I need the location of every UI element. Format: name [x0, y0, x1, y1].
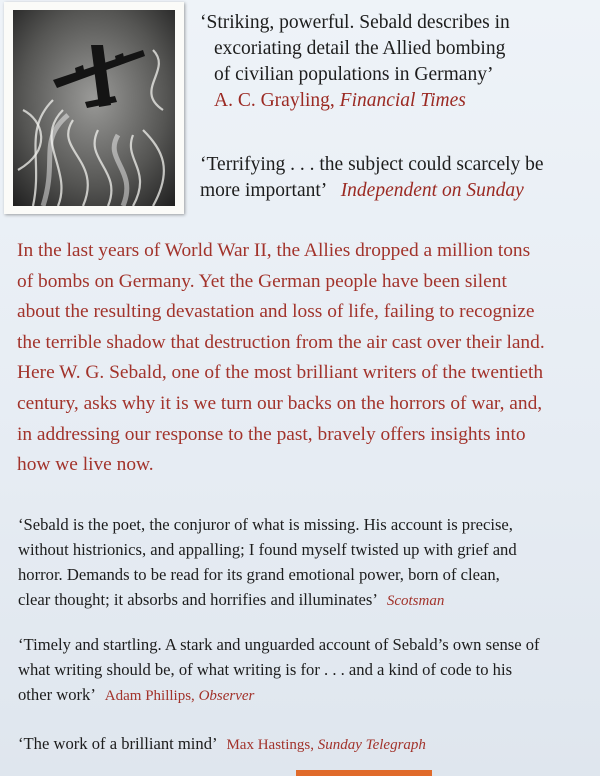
- quote-attribution: [200, 178, 592, 204]
- review-source: Sunday Telegraph: [317, 737, 426, 753]
- top-quote-independent: [200, 152, 592, 204]
- review-source: Scotsman: [386, 593, 445, 609]
- review-scotsman: [18, 512, 592, 614]
- bomber-plane-photo-icon: [13, 10, 175, 206]
- review-attribution: [18, 731, 592, 758]
- quote-line: excoriating detail the Allied bombing: [214, 38, 506, 59]
- review-attribution: [18, 682, 592, 709]
- quote-line: ‘Terrifying . . . the subject could scarcely be: [200, 154, 544, 175]
- review-author: Adam Phillips,: [104, 688, 199, 704]
- review-source: Observer: [198, 688, 255, 704]
- blurb-line: the terrible shadow that destruction from the air cast over their land.: [17, 331, 545, 353]
- review-line: ‘The work of a brilliant mind’: [18, 734, 217, 753]
- review-line: other work’: [18, 685, 95, 704]
- book-blurb: [17, 236, 589, 481]
- quote-attribution: [200, 88, 592, 114]
- cover-photo: [4, 2, 184, 214]
- review-attribution: [18, 587, 592, 614]
- quote-line: more important’: [200, 180, 326, 201]
- orange-strip: [296, 770, 432, 776]
- blurb-line: Here W. G. Sebald, one of the most brilliant writers of the twentieth: [17, 362, 544, 384]
- blurb-line: in addressing our response to the past, bravely offers insights into: [17, 423, 526, 445]
- blurb-line: of bombs on Germany. Yet the German people have been silent: [17, 270, 507, 292]
- review-author: Max Hastings,: [226, 737, 318, 753]
- review-telegraph: [18, 731, 592, 758]
- review-line: ‘Sebald is the poet, the conjuror of what is missing. His account is precise,: [18, 515, 513, 534]
- review-line: clear thought; it absorbs and horrifies and illuminates’: [18, 590, 377, 609]
- blurb-line: about the resulting devastation and loss of life, failing to recognize: [17, 301, 535, 323]
- quote-source: Independent on Sunday: [340, 180, 524, 201]
- quote-line: ‘Striking, powerful. Sebald describes in: [200, 12, 510, 33]
- quote-line: of civilian populations in Germany’: [214, 64, 494, 85]
- review-observer: [18, 632, 592, 709]
- review-line: what writing should be, of what writing is for . . . and a kind of code to his: [18, 660, 513, 679]
- blurb-line: In the last years of World War II, the Allies dropped a million tons: [17, 240, 531, 261]
- review-line: without histrionics, and appalling; I found myself twisted up with grief and: [18, 540, 517, 559]
- quote-source: Financial Times: [339, 90, 466, 111]
- quote-author: A. C. Grayling,: [214, 90, 340, 111]
- review-line: horror. Demands to be read for its grand emotional power, born of clean,: [18, 565, 500, 584]
- blurb-line: century, asks why it is we turn our backs on the horrors of war, and,: [17, 392, 543, 414]
- review-line: ‘Timely and startling. A stark and unguarded account of Sebald’s own sense of: [18, 635, 540, 654]
- blurb-line: how we live now.: [17, 454, 154, 476]
- top-quote-grayling: [200, 10, 592, 114]
